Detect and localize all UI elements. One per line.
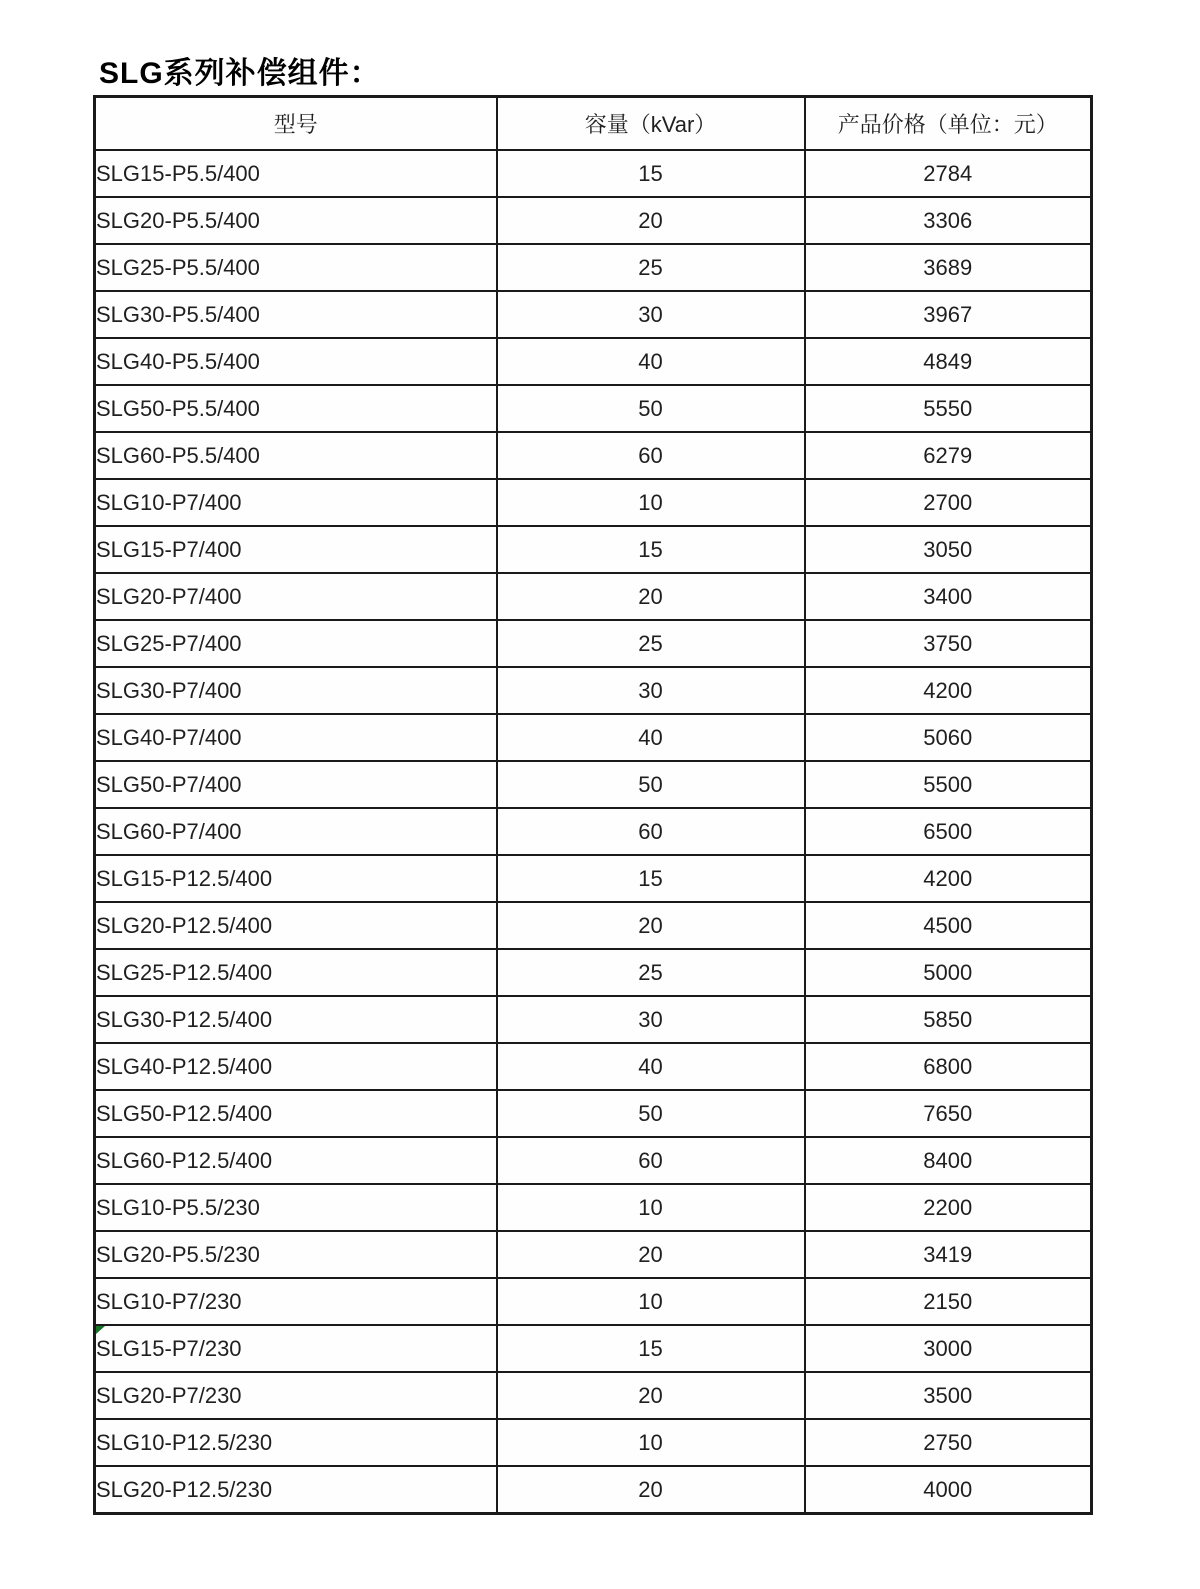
cell-price: 3750 (805, 620, 1092, 667)
cell-price: 8400 (805, 1137, 1092, 1184)
cell-capacity: 60 (497, 432, 805, 479)
cell-price: 2784 (805, 150, 1092, 197)
table-row (95, 949, 1092, 996)
table-row (95, 620, 1092, 667)
table-row (95, 996, 1092, 1043)
table-row (95, 1137, 1092, 1184)
table-row (95, 244, 1092, 291)
cell-model: SLG50-P5.5/400 (95, 385, 497, 432)
cell-price: 4200 (805, 667, 1092, 714)
table-row (95, 855, 1092, 902)
cell-price: 7650 (805, 1090, 1092, 1137)
table-row (95, 338, 1092, 385)
cell-capacity: 20 (497, 1372, 805, 1419)
table-row (95, 197, 1092, 244)
cell-capacity: 50 (497, 1090, 805, 1137)
table-header-row (95, 97, 1092, 151)
cell-model: SLG20-P5.5/400 (95, 197, 497, 244)
cell-model: SLG50-P7/400 (95, 761, 497, 808)
cell-price: 3500 (805, 1372, 1092, 1419)
cell-model: SLG20-P12.5/400 (95, 902, 497, 949)
cell-capacity: 30 (497, 291, 805, 338)
cell-model: SLG25-P5.5/400 (95, 244, 497, 291)
cell-model: SLG25-P12.5/400 (95, 949, 497, 996)
cell-model: SLG40-P7/400 (95, 714, 497, 761)
cell-price: 3306 (805, 197, 1092, 244)
cell-model: SLG10-P5.5/230 (95, 1184, 497, 1231)
cell-model: SLG25-P7/400 (95, 620, 497, 667)
table-row (95, 1278, 1092, 1325)
cell-price: 6800 (805, 1043, 1092, 1090)
page-title: SLG系列补偿组件： (99, 57, 381, 90)
cell-capacity: 15 (497, 855, 805, 902)
cell-model: SLG30-P12.5/400 (95, 996, 497, 1043)
cell-price: 5000 (805, 949, 1092, 996)
cell-capacity: 20 (497, 1466, 805, 1514)
cell-model: SLG10-P7/230 (95, 1278, 497, 1325)
table-row (95, 526, 1092, 573)
table-row (95, 1090, 1092, 1137)
cell-model: SLG60-P12.5/400 (95, 1137, 497, 1184)
cell-model: SLG10-P12.5/230 (95, 1419, 497, 1466)
cell-model: SLG10-P7/400 (95, 479, 497, 526)
cell-price: 5500 (805, 761, 1092, 808)
cell-price: 5550 (805, 385, 1092, 432)
cell-price: 4849 (805, 338, 1092, 385)
table-row (95, 385, 1092, 432)
cell-capacity: 20 (497, 197, 805, 244)
cell-price: 2750 (805, 1419, 1092, 1466)
table-row (95, 432, 1092, 479)
cell-model: SLG20-P7/400 (95, 573, 497, 620)
cell-capacity: 25 (497, 620, 805, 667)
cell-model: SLG20-P7/230 (95, 1372, 497, 1419)
cell-capacity: 10 (497, 1278, 805, 1325)
cell-price: 4200 (805, 855, 1092, 902)
cell-model: SLG15-P7/230 (95, 1325, 497, 1372)
cell-price: 5060 (805, 714, 1092, 761)
table-row (95, 714, 1092, 761)
cell-capacity: 20 (497, 902, 805, 949)
cell-price: 2200 (805, 1184, 1092, 1231)
header-model: 型号 (95, 97, 497, 151)
cell-capacity: 30 (497, 996, 805, 1043)
cell-price: 3419 (805, 1231, 1092, 1278)
cell-model: SLG60-P5.5/400 (95, 432, 497, 479)
cell-model: SLG15-P7/400 (95, 526, 497, 573)
table-row (95, 667, 1092, 714)
table-row (95, 150, 1092, 197)
table-row (95, 1043, 1092, 1090)
cell-capacity: 60 (497, 808, 805, 855)
table-body (95, 150, 1092, 1514)
cell-model: SLG20-P5.5/230 (95, 1231, 497, 1278)
cell-capacity: 30 (497, 667, 805, 714)
table-row (95, 479, 1092, 526)
cell-model: SLG50-P12.5/400 (95, 1090, 497, 1137)
table-row (95, 1419, 1092, 1466)
cell-capacity: 25 (497, 244, 805, 291)
cell-capacity: 15 (497, 1325, 805, 1372)
cell-price: 3967 (805, 291, 1092, 338)
cell-capacity: 10 (497, 479, 805, 526)
cell-model: SLG40-P12.5/400 (95, 1043, 497, 1090)
cell-price: 2700 (805, 479, 1092, 526)
cell-capacity: 40 (497, 1043, 805, 1090)
cell-price: 5850 (805, 996, 1092, 1043)
cell-capacity: 40 (497, 338, 805, 385)
cell-price: 3400 (805, 573, 1092, 620)
cell-capacity: 25 (497, 949, 805, 996)
table-row (95, 902, 1092, 949)
cell-capacity: 10 (497, 1184, 805, 1231)
cell-price: 2150 (805, 1278, 1092, 1325)
cell-error-marker-icon (96, 1326, 105, 1334)
cell-capacity: 15 (497, 150, 805, 197)
cell-price: 4500 (805, 902, 1092, 949)
cell-price: 4000 (805, 1466, 1092, 1514)
cell-model: SLG30-P5.5/400 (95, 291, 497, 338)
cell-price: 6500 (805, 808, 1092, 855)
table-row (95, 1466, 1092, 1514)
cell-price: 3000 (805, 1325, 1092, 1372)
cell-model: SLG40-P5.5/400 (95, 338, 497, 385)
cell-capacity: 10 (497, 1419, 805, 1466)
cell-price: 6279 (805, 432, 1092, 479)
table-row (95, 761, 1092, 808)
header-capacity: 容量（kVar） (497, 97, 805, 151)
price-table (93, 95, 1093, 1515)
cell-model: SLG20-P12.5/230 (95, 1466, 497, 1514)
table-row (95, 573, 1092, 620)
table-row (95, 1184, 1092, 1231)
table-row (95, 291, 1092, 338)
cell-capacity: 50 (497, 385, 805, 432)
cell-model: SLG30-P7/400 (95, 667, 497, 714)
table-row (95, 1231, 1092, 1278)
cell-capacity: 20 (497, 1231, 805, 1278)
table-row (95, 1372, 1092, 1419)
cell-capacity: 40 (497, 714, 805, 761)
cell-capacity: 60 (497, 1137, 805, 1184)
cell-capacity: 50 (497, 761, 805, 808)
table-row (95, 808, 1092, 855)
cell-capacity: 15 (497, 526, 805, 573)
cell-model: SLG60-P7/400 (95, 808, 497, 855)
header-price: 产品价格（单位：元） (805, 97, 1092, 151)
cell-price: 3050 (805, 526, 1092, 573)
cell-model: SLG15-P5.5/400 (95, 150, 497, 197)
cell-model: SLG15-P12.5/400 (95, 855, 497, 902)
cell-price: 3689 (805, 244, 1092, 291)
cell-capacity: 20 (497, 573, 805, 620)
table-row (95, 1325, 1092, 1372)
